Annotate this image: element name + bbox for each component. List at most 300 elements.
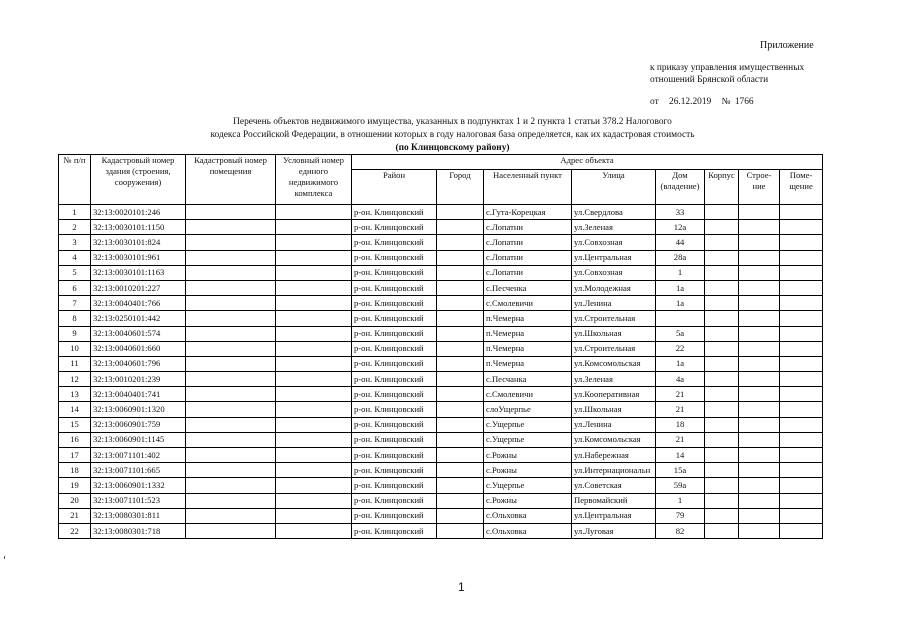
cell-city: [437, 326, 484, 341]
cell-building: [739, 341, 780, 356]
cell-complex-number: [276, 356, 352, 371]
cell-building: [739, 432, 780, 447]
cell-street: ул.Строительная: [572, 311, 656, 326]
cell-num: 6: [59, 280, 91, 295]
cell-cadastral-room: [186, 341, 276, 356]
cell-city: [437, 280, 484, 295]
header-street: Улица: [572, 170, 656, 205]
cell-cadastral-room: [186, 387, 276, 402]
cell-house: 33: [656, 205, 705, 220]
cell-room: [780, 341, 823, 356]
cell-num: 11: [59, 356, 91, 371]
cell-num: 16: [59, 432, 91, 447]
cell-settlement: п.Чемерна: [484, 341, 572, 356]
cell-corpus: [705, 372, 739, 387]
cell-house: 14: [656, 448, 705, 463]
header-cadastral-room: Кадастровый номер помещения: [186, 155, 276, 205]
cell-district: р-он. Клинцовский: [352, 296, 437, 311]
cell-cadastral-building: 32:13:0080301:811: [91, 508, 186, 523]
cell-house: 1а: [656, 356, 705, 371]
cell-building: [739, 356, 780, 371]
cell-complex-number: [276, 326, 352, 341]
cell-city: [437, 463, 484, 478]
cell-building: [739, 493, 780, 508]
cell-district: р-он. Клинцовский: [352, 448, 437, 463]
cell-corpus: [705, 478, 739, 493]
cell-complex-number: [276, 478, 352, 493]
cell-district: р-он. Клинцовский: [352, 220, 437, 235]
header-cadastral-building: Кадастровый номер здания (строения, сооружения): [91, 155, 186, 205]
table-body: [59, 205, 823, 539]
cell-building: [739, 311, 780, 326]
cell-district: р-он. Клинцовский: [352, 205, 437, 220]
cell-city: [437, 356, 484, 371]
cell-settlement: с.Рожны: [484, 463, 572, 478]
cell-complex-number: [276, 250, 352, 265]
cell-city: [437, 341, 484, 356]
cell-cadastral-building: 32:13:0060901:1332: [91, 478, 186, 493]
cell-settlement: с.Песченка: [484, 280, 572, 295]
cell-corpus: [705, 356, 739, 371]
cell-district: р-он. Клинцовский: [352, 523, 437, 538]
cell-complex-number: [276, 341, 352, 356]
cell-corpus: [705, 387, 739, 402]
cell-street: ул.Строительная: [572, 341, 656, 356]
cell-cadastral-room: [186, 523, 276, 538]
date-prefix: от: [650, 97, 659, 107]
cell-settlement: с.Ущерпье: [484, 417, 572, 432]
cell-district: р-он. Клинцовский: [352, 356, 437, 371]
cell-room: [780, 372, 823, 387]
cell-city: [437, 311, 484, 326]
cell-cadastral-building: 32:13:0030101:824: [91, 235, 186, 250]
cell-cadastral-room: [186, 493, 276, 508]
cell-room: [780, 235, 823, 250]
cell-cadastral-room: [186, 508, 276, 523]
cell-city: [437, 448, 484, 463]
cell-district: р-он. Клинцовский: [352, 432, 437, 447]
cell-room: [780, 250, 823, 265]
cell-corpus: [705, 265, 739, 280]
cell-settlement: с.Лопатни: [484, 265, 572, 280]
cell-district: р-он. Клинцовский: [352, 387, 437, 402]
cell-house: 21: [656, 387, 705, 402]
cell-corpus: [705, 417, 739, 432]
cell-room: [780, 432, 823, 447]
page-number: 1: [458, 580, 465, 594]
cell-house: 5а: [656, 326, 705, 341]
cell-corpus: [705, 296, 739, 311]
cell-room: [780, 311, 823, 326]
cell-complex-number: [276, 296, 352, 311]
table-row: [59, 341, 823, 356]
cell-house: [656, 311, 705, 326]
cell-district: р-он. Клинцовский: [352, 463, 437, 478]
cell-num: 17: [59, 448, 91, 463]
cell-settlement: с.Песчанка: [484, 372, 572, 387]
cell-city: [437, 296, 484, 311]
header-house: Дом (владение): [656, 170, 705, 205]
cell-street: ул.Луговая: [572, 523, 656, 538]
cell-settlement: с.Лопатни: [484, 250, 572, 265]
cell-city: [437, 523, 484, 538]
cell-corpus: [705, 493, 739, 508]
table-row: [59, 250, 823, 265]
cell-num: 22: [59, 523, 91, 538]
cell-cadastral-building: 32:13:0040601:660: [91, 341, 186, 356]
cell-building: [739, 296, 780, 311]
cell-street: ул.Зеленая: [572, 220, 656, 235]
cell-room: [780, 326, 823, 341]
cell-cadastral-building: 32:13:0060901:1320: [91, 402, 186, 417]
cell-corpus: [705, 463, 739, 478]
cell-cadastral-building: 32:13:0060901:759: [91, 417, 186, 432]
cell-room: [780, 280, 823, 295]
cell-city: [437, 387, 484, 402]
table-row: [59, 372, 823, 387]
cell-cadastral-building: 32:13:0010201:239: [91, 372, 186, 387]
cell-complex-number: [276, 402, 352, 417]
document-subheading: (по Клинцовскому району): [395, 143, 510, 153]
cell-num: 20: [59, 493, 91, 508]
header-district: Район: [352, 170, 437, 205]
cell-street: ул.Совхозная: [572, 235, 656, 250]
cell-complex-number: [276, 508, 352, 523]
cell-cadastral-room: [186, 235, 276, 250]
cell-cadastral-building: 32:13:0030101:1163: [91, 265, 186, 280]
table-row: [59, 205, 823, 220]
table-row: [59, 235, 823, 250]
table-row: [59, 326, 823, 341]
cell-street: ул.Ленина: [572, 296, 656, 311]
cell-settlement: с.Гута-Корецкая: [484, 205, 572, 220]
cell-settlement: с.Рожны: [484, 493, 572, 508]
cell-city: [437, 250, 484, 265]
cell-cadastral-building: 32:13:0250101:442: [91, 311, 186, 326]
cell-house: 12а: [656, 220, 705, 235]
cell-corpus: [705, 205, 739, 220]
cell-building: [739, 508, 780, 523]
cell-corpus: [705, 326, 739, 341]
cell-corpus: [705, 220, 739, 235]
cell-district: р-он. Клинцовский: [352, 493, 437, 508]
cell-complex-number: [276, 280, 352, 295]
cell-district: р-он. Клинцовский: [352, 265, 437, 280]
cell-street: ул.Школьная: [572, 402, 656, 417]
cell-house: 82: [656, 523, 705, 538]
cell-cadastral-room: [186, 326, 276, 341]
cell-settlement: с.Смолевичи: [484, 296, 572, 311]
header-address: Адрес объекта: [352, 155, 823, 170]
cell-room: [780, 508, 823, 523]
cell-building: [739, 417, 780, 432]
number-prefix: №: [721, 97, 731, 107]
cell-cadastral-room: [186, 311, 276, 326]
cell-settlement: п.Чемерна: [484, 326, 572, 341]
document-heading-line-2: кодекса Российской Федерации, в отношении которых в году налоговая база определяется, как их кадастровая стоимость: [210, 130, 695, 140]
cell-room: [780, 417, 823, 432]
cell-building: [739, 265, 780, 280]
cell-room: [780, 205, 823, 220]
cell-street: ул.Набережная: [572, 448, 656, 463]
cell-num: 19: [59, 478, 91, 493]
cell-cadastral-room: [186, 448, 276, 463]
cell-house: 1а: [656, 280, 705, 295]
cell-complex-number: [276, 432, 352, 447]
cell-city: [437, 235, 484, 250]
cell-num: 18: [59, 463, 91, 478]
cell-house: 1: [656, 493, 705, 508]
table-row: [59, 265, 823, 280]
cell-cadastral-room: [186, 372, 276, 387]
cell-room: [780, 387, 823, 402]
cell-street: ул.Свердлова: [572, 205, 656, 220]
cell-house: 44: [656, 235, 705, 250]
cell-cadastral-building: 32:13:0071101:523: [91, 493, 186, 508]
table-row: [59, 493, 823, 508]
cell-settlement: с.Смолевичи: [484, 387, 572, 402]
header-settlement: Населенный пункт: [484, 170, 572, 205]
cell-cadastral-building: 32:13:0040601:796: [91, 356, 186, 371]
cell-building: [739, 205, 780, 220]
cell-settlement: с.Ольховка: [484, 523, 572, 538]
cell-city: [437, 508, 484, 523]
cell-cadastral-room: [186, 402, 276, 417]
cell-house: 15а: [656, 463, 705, 478]
table-row: [59, 356, 823, 371]
cell-city: [437, 265, 484, 280]
cell-num: 4: [59, 250, 91, 265]
table-row: [59, 523, 823, 538]
table-row: [59, 280, 823, 295]
cell-cadastral-room: [186, 280, 276, 295]
table-row: [59, 311, 823, 326]
cell-complex-number: [276, 372, 352, 387]
cell-num: 13: [59, 387, 91, 402]
cell-city: [437, 478, 484, 493]
cell-street: Первомайский: [572, 493, 656, 508]
cell-building: [739, 220, 780, 235]
cell-district: р-он. Клинцовский: [352, 372, 437, 387]
cell-district: р-он. Клинцовский: [352, 326, 437, 341]
cell-cadastral-building: 32:13:0071101:665: [91, 463, 186, 478]
cell-cadastral-building: 32:13:0080301:718: [91, 523, 186, 538]
cell-cadastral-building: 32:13:0030101:1150: [91, 220, 186, 235]
cell-city: [437, 432, 484, 447]
cell-house: 4а: [656, 372, 705, 387]
table-row: [59, 387, 823, 402]
cell-cadastral-building: 32:13:0040401:741: [91, 387, 186, 402]
appendix-order-line-1: к приказу управления имущественных: [650, 63, 805, 73]
cell-cadastral-room: [186, 432, 276, 447]
cell-cadastral-room: [186, 265, 276, 280]
cell-complex-number: [276, 463, 352, 478]
cell-city: [437, 220, 484, 235]
cell-building: [739, 463, 780, 478]
cell-street: ул.Молодежная: [572, 280, 656, 295]
cell-num: 21: [59, 508, 91, 523]
cell-corpus: [705, 280, 739, 295]
header-building: Строе-ние: [739, 170, 780, 205]
table-row: [59, 417, 823, 432]
cell-corpus: [705, 235, 739, 250]
cell-num: 7: [59, 296, 91, 311]
cell-corpus: [705, 402, 739, 417]
cell-building: [739, 250, 780, 265]
cell-house: 1: [656, 265, 705, 280]
cell-street: ул.Центральная: [572, 250, 656, 265]
header-complex-number: Условный номер единого недвижимого комплекса: [276, 155, 352, 205]
cell-corpus: [705, 250, 739, 265]
cell-street: ул.Советская: [572, 478, 656, 493]
cell-num: 1: [59, 205, 91, 220]
cell-num: 15: [59, 417, 91, 432]
cell-cadastral-room: [186, 250, 276, 265]
cell-room: [780, 220, 823, 235]
cell-cadastral-building: 32:13:0060901:1145: [91, 432, 186, 447]
header-city: Город: [437, 170, 484, 205]
header-room: Поме-щение: [780, 170, 823, 205]
cell-cadastral-room: [186, 356, 276, 371]
cell-num: 8: [59, 311, 91, 326]
cell-city: [437, 417, 484, 432]
cell-complex-number: [276, 235, 352, 250]
cell-settlement: с.Ущерпье: [484, 478, 572, 493]
cell-house: 21: [656, 432, 705, 447]
cell-num: 9: [59, 326, 91, 341]
cell-street: ул.Комсомольская: [572, 432, 656, 447]
cell-house: 1а: [656, 296, 705, 311]
cell-building: [739, 372, 780, 387]
cell-settlement: п.Чемерна: [484, 356, 572, 371]
cell-street: ул.Школьная: [572, 326, 656, 341]
table-row: [59, 402, 823, 417]
table-row: [59, 508, 823, 523]
table-row: [59, 220, 823, 235]
cell-house: 21: [656, 402, 705, 417]
cell-num: 10: [59, 341, 91, 356]
appendix-title: Приложение: [760, 40, 814, 51]
cell-city: [437, 372, 484, 387]
cell-house: 18: [656, 417, 705, 432]
cell-room: [780, 448, 823, 463]
cell-street: ул.Комсомольская: [572, 356, 656, 371]
cell-house: 22: [656, 341, 705, 356]
cell-building: [739, 387, 780, 402]
cell-complex-number: [276, 311, 352, 326]
header-num: № п/п: [59, 155, 91, 205]
cell-complex-number: [276, 265, 352, 280]
order-number: 1766: [734, 97, 754, 107]
cell-room: [780, 493, 823, 508]
cell-settlement: слоУщерпье: [484, 402, 572, 417]
cell-district: р-он. Клинцовский: [352, 280, 437, 295]
cell-district: р-он. Клинцовский: [352, 235, 437, 250]
table-row: [59, 463, 823, 478]
cell-num: 5: [59, 265, 91, 280]
cell-street: ул.Ленина: [572, 417, 656, 432]
cell-building: [739, 326, 780, 341]
cell-settlement: с.Ущерпье: [484, 432, 572, 447]
document-heading-line-1: Перечень объектов недвижимого имущества, указанных в подпунктах 1 и 2 пункта 1 статьи 378.2 Налогового: [233, 117, 672, 127]
cell-cadastral-room: [186, 205, 276, 220]
cell-room: [780, 356, 823, 371]
cell-corpus: [705, 341, 739, 356]
cell-street: ул.Совхозная: [572, 265, 656, 280]
cell-district: р-он. Клинцовский: [352, 250, 437, 265]
cell-cadastral-room: [186, 296, 276, 311]
cell-district: р-он. Клинцовский: [352, 417, 437, 432]
cell-complex-number: [276, 205, 352, 220]
cell-corpus: [705, 508, 739, 523]
cell-num: 2: [59, 220, 91, 235]
objects-table: [58, 154, 823, 539]
cell-complex-number: [276, 493, 352, 508]
cell-settlement: п.Чемерна: [484, 311, 572, 326]
cell-num: 3: [59, 235, 91, 250]
cell-street: ул.Центральная: [572, 508, 656, 523]
cell-cadastral-room: [186, 463, 276, 478]
cell-room: [780, 478, 823, 493]
cell-settlement: с.Рожны: [484, 448, 572, 463]
cell-district: р-он. Клинцовский: [352, 311, 437, 326]
cell-house: 28а: [656, 250, 705, 265]
cell-district: р-он. Клинцовский: [352, 402, 437, 417]
cell-complex-number: [276, 220, 352, 235]
cell-room: [780, 296, 823, 311]
cell-building: [739, 402, 780, 417]
cell-house: 59а: [656, 478, 705, 493]
cell-complex-number: [276, 417, 352, 432]
cell-building: [739, 448, 780, 463]
cell-district: р-он. Клинцовский: [352, 508, 437, 523]
cell-cadastral-building: 32:13:0020101:246: [91, 205, 186, 220]
cell-complex-number: [276, 523, 352, 538]
table-row: [59, 448, 823, 463]
cell-building: [739, 523, 780, 538]
cell-num: 12: [59, 372, 91, 387]
cell-complex-number: [276, 387, 352, 402]
cell-district: р-он. Клинцовский: [352, 478, 437, 493]
table-row: [59, 296, 823, 311]
cell-street: ул.Интернациональн: [572, 463, 656, 478]
cell-settlement: с.Лопатни: [484, 220, 572, 235]
cell-corpus: [705, 432, 739, 447]
cell-corpus: [705, 311, 739, 326]
cell-street: ул.Зеленая: [572, 372, 656, 387]
cell-city: [437, 493, 484, 508]
cell-street: ул.Кооперативная: [572, 387, 656, 402]
cell-cadastral-room: [186, 417, 276, 432]
cell-settlement: с.Ольховка: [484, 508, 572, 523]
cell-cadastral-building: 32:13:0040601:574: [91, 326, 186, 341]
appendix-date-line: [650, 97, 754, 107]
cell-cadastral-building: 32:13:0030101:961: [91, 250, 186, 265]
cell-building: [739, 280, 780, 295]
appendix-order-line-2: отношений Брянской области: [650, 75, 769, 85]
cell-district: р-он. Клинцовский: [352, 341, 437, 356]
cell-building: [739, 235, 780, 250]
scan-edge-mark: [4, 556, 5, 559]
cell-house: 79: [656, 508, 705, 523]
order-date: 26.12.2019: [669, 97, 712, 107]
cell-room: [780, 265, 823, 280]
cell-cadastral-building: 32:13:0040401:766: [91, 296, 186, 311]
cell-complex-number: [276, 448, 352, 463]
cell-room: [780, 523, 823, 538]
cell-city: [437, 205, 484, 220]
cell-city: [437, 402, 484, 417]
